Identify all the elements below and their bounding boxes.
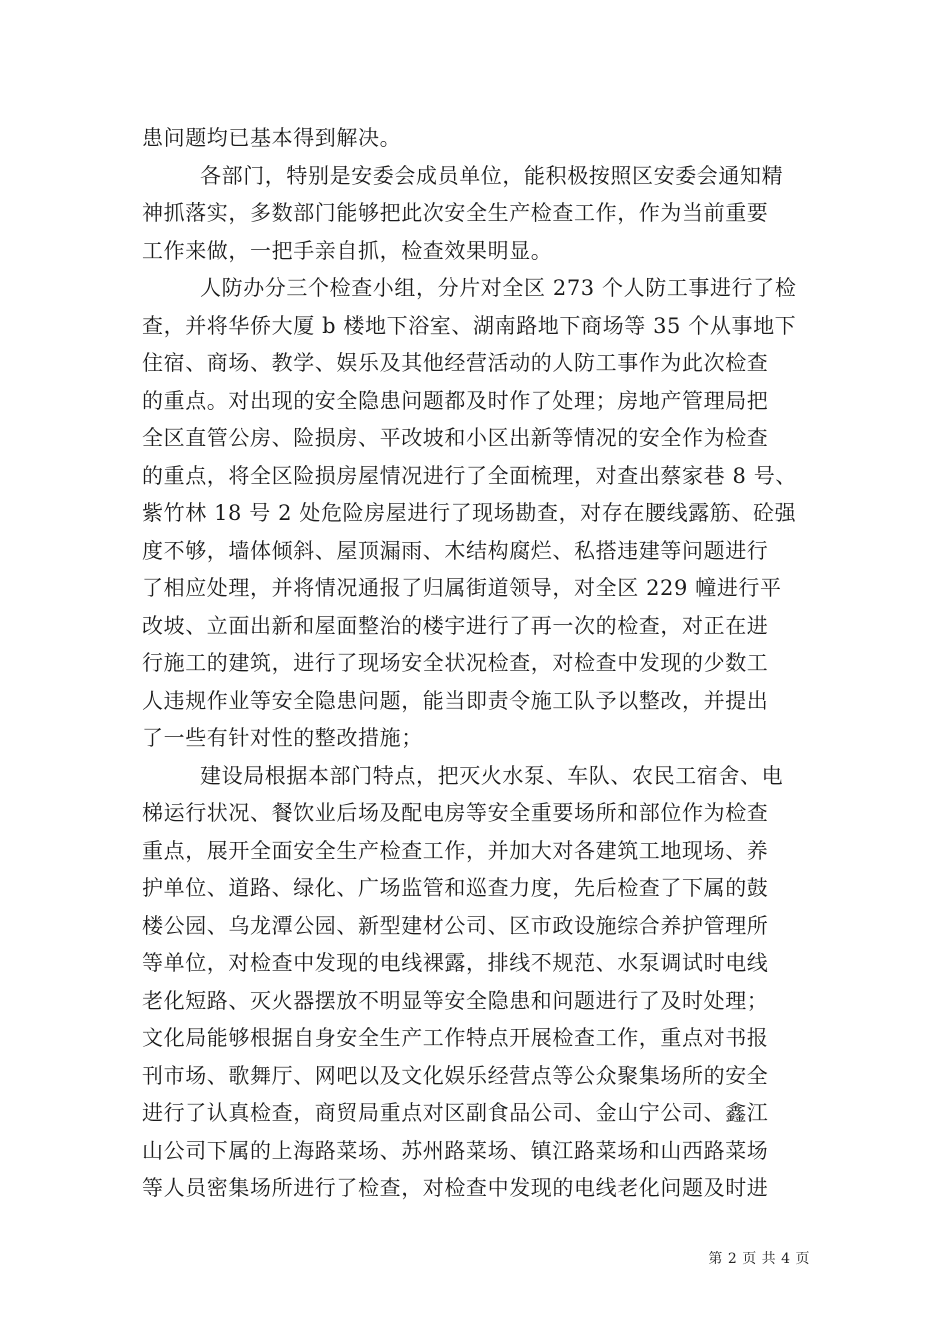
text-line: 楼公园、乌龙潭公园、新型建材公司、区市政设施综合养护管理所 <box>142 913 769 938</box>
text-line: 行施工的建筑，进行了现场安全状况检查，对检查中发现的少数工 <box>142 651 769 675</box>
text-line: 梯运行状况、餐饮业后场及配电房等安全重要场所和部位作为检查 <box>142 801 769 825</box>
document-body <box>142 120 810 1208</box>
text-line: 了相应处理，并将情况通报了归属街道领导，对全区 229 幢进行平 <box>142 576 782 600</box>
text-line: 各部门，特别是安委会成员单位，能积极按照区安委会通知精 <box>200 163 784 188</box>
text-line: 建设局根据本部门特点，把灭火水泵、车队、农民工宿舍、电 <box>200 763 784 788</box>
text-line: 文化局能够根据自身安全生产工作特点开展检查工作，重点对书报 <box>142 1026 769 1050</box>
text-line: 人防办分三个检查小组，分片对全区 273 个人防工事进行了检 <box>200 276 797 300</box>
text-line: 患问题均已基本得到解决。 <box>142 126 402 150</box>
text-line: 的重点。对出现的安全隐患问题都及时作了处理；房地产管理局把 <box>142 388 769 413</box>
text-line: 的重点，将全区险损房屋情况进行了全面梳理，对查出蔡家巷 8 号、 <box>142 463 797 488</box>
text-line: 等人员密集场所进行了检查，对检查中发现的电线老化问题及时进 <box>142 1176 769 1200</box>
text-line: 老化短路、灭火器摆放不明显等安全隐患和问题进行了及时处理； <box>142 988 769 1013</box>
text-line: 度不够，墙体倾斜、屋顶漏雨、木结构腐烂、私搭违建等问题进行 <box>142 538 769 563</box>
text-line: 重点，展开全面安全生产检查工作，并加大对各建筑工地现场、养 <box>142 838 769 863</box>
text-line: 查，并将华侨大厦 b 楼地下浴室、湖南路地下商场等 35 个从事地下 <box>142 313 797 338</box>
text-line: 改坡、立面出新和屋面整治的楼宇进行了再一次的检查，对正在进 <box>142 613 769 638</box>
text-line: 人违规作业等安全隐患问题，能当即责令施工队予以整改，并提出 <box>142 688 769 713</box>
text-line: 进行了认真检查，商贸局重点对区副食品公司、金山宁公司、鑫江 <box>142 1101 769 1125</box>
text-line: 了一些有针对性的整改措施； <box>142 726 423 750</box>
text-line: 等单位，对检查中发现的电线裸露，排线不规范、水泵调试时电线 <box>142 951 769 975</box>
text-line: 住宿、商场、教学、娱乐及其他经营活动的人防工事作为此次检查 <box>142 351 769 375</box>
text-line: 山公司下属的上海路菜场、苏州路菜场、镇江路菜场和山西路菜场 <box>142 1138 769 1163</box>
text-line: 紫竹林 18 号 2 处危险房屋进行了现场勘查，对存在腰线露筋、砼强 <box>142 501 797 525</box>
text-line: 神抓落实，多数部门能够把此次安全生产检查工作，作为当前重要 <box>142 201 769 225</box>
text-line: 工作来做，一把手亲自抓，检查效果明显。 <box>142 238 553 263</box>
page-number-footer: 第 2 页 共 4 页 <box>708 1251 810 1267</box>
text-line: 刊市场、歌舞厅、网吧以及文化娱乐经营点等公众聚集场所的安全 <box>142 1063 769 1088</box>
text-line: 全区直管公房、险损房、平改坡和小区出新等情况的安全作为检查 <box>142 426 769 450</box>
text-line: 护单位、道路、绿化、广场监管和巡查力度，先后检查了下属的鼓 <box>142 876 769 900</box>
